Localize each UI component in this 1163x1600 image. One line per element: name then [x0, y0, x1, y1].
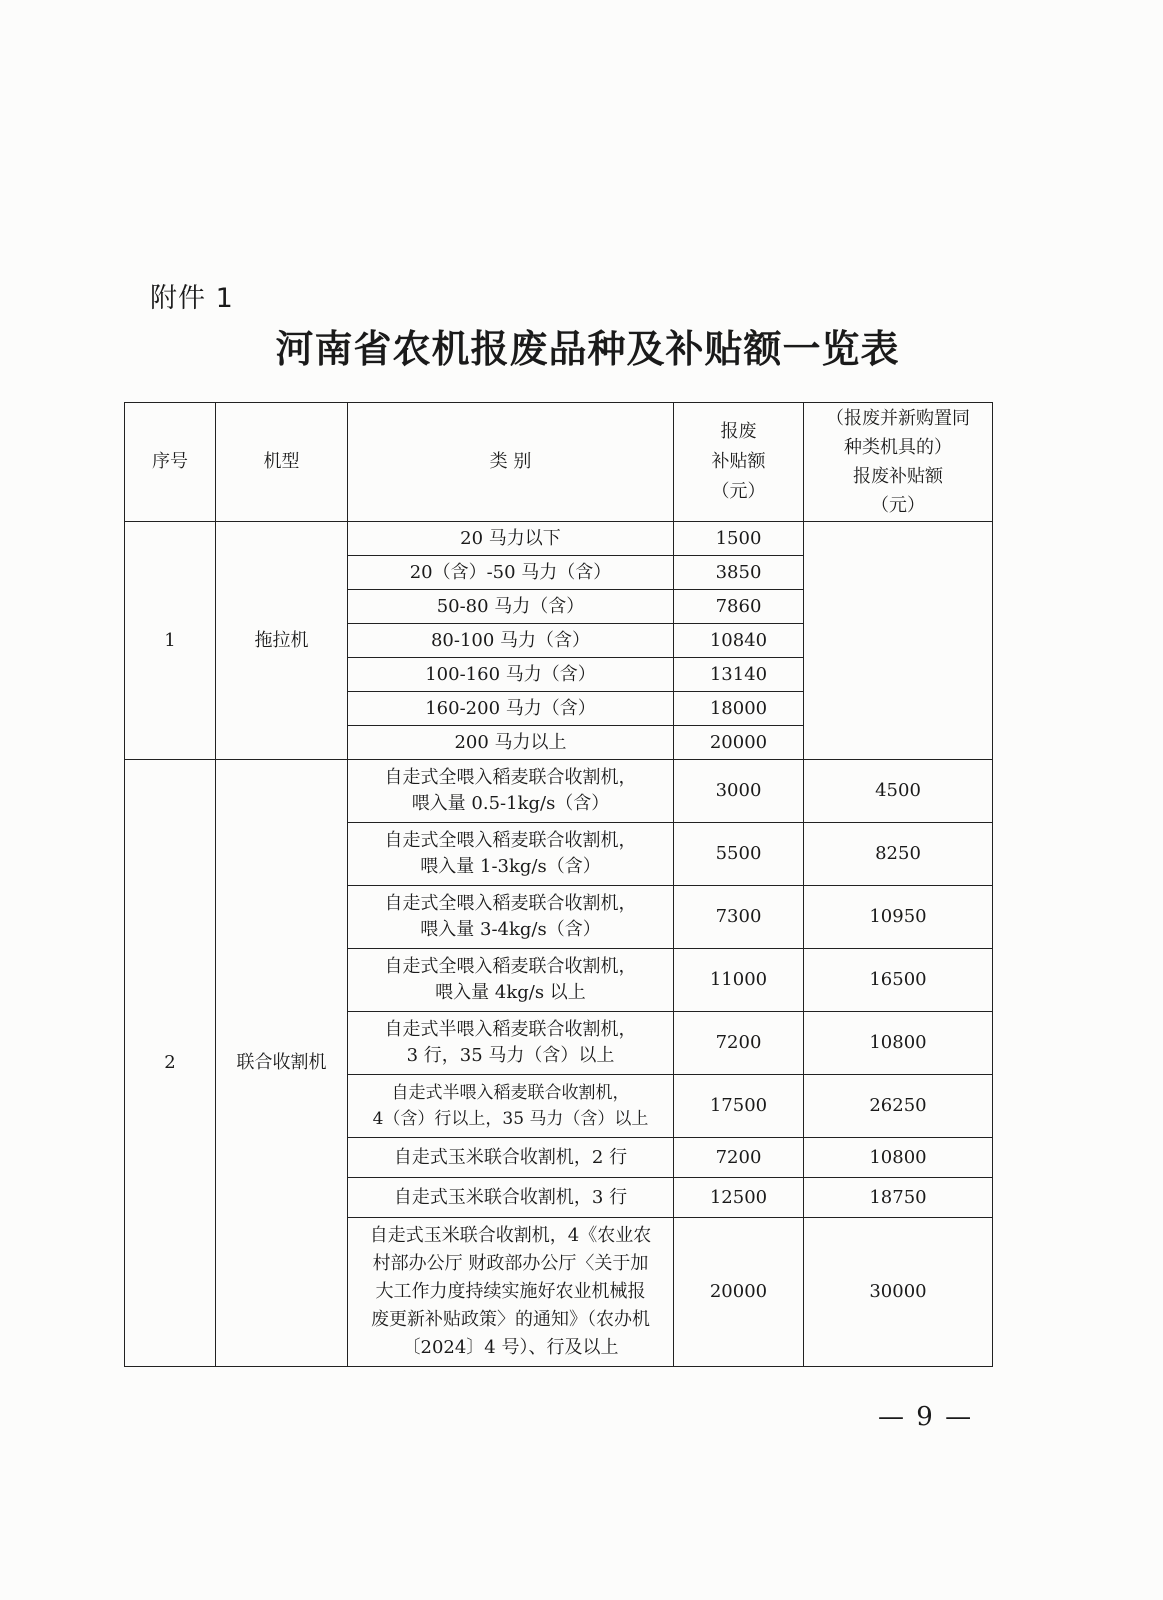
row-new-subsidy: 18750: [804, 1178, 993, 1218]
row-subsidy: 12500: [674, 1178, 804, 1218]
row-new-subsidy: 10800: [804, 1012, 993, 1075]
table-row: [125, 522, 993, 556]
row-category: 160-200 马力（含）: [348, 692, 674, 726]
attachment-label: 附件 1: [150, 283, 234, 314]
row-category: 自走式玉米联合收割机，4《农业农 村部办公厅 财政部办公厅〈关于加 大工作力度持续实施好农业机械报 废更新补贴政策〉的通知》（农办机 〔2024〕4 号）、行及以上: [348, 1218, 674, 1367]
row-new-subsidy: 30000: [804, 1218, 993, 1367]
row-new-subsidy: [804, 522, 993, 760]
header-category: 类 别: [348, 403, 674, 522]
subsidy-table: [124, 402, 993, 1367]
document-title: 河南省农机报废品种及补贴额一览表: [275, 327, 900, 371]
header-seq: 序号: [125, 403, 216, 522]
row-category: 200 马力以上: [348, 726, 674, 760]
page-number: — 9 —: [878, 1402, 974, 1432]
row-model: 联合收割机: [216, 760, 348, 1367]
row-model: 拖拉机: [216, 522, 348, 760]
row-category: 自走式半喂入稻麦联合收割机， 4（含）行以上，35 马力（含）以上: [348, 1075, 674, 1138]
row-new-subsidy: 4500: [804, 760, 993, 823]
row-category: 自走式全喂入稻麦联合收割机， 喂入量 4kg/s 以上: [348, 949, 674, 1012]
table-header-row: [125, 403, 993, 522]
row-category: 80-100 马力（含）: [348, 624, 674, 658]
row-subsidy: 5500: [674, 823, 804, 886]
row-subsidy: 1500: [674, 522, 804, 556]
row-category: 自走式玉米联合收割机，3 行: [348, 1178, 674, 1218]
row-subsidy: 13140: [674, 658, 804, 692]
row-category: 自走式全喂入稻麦联合收割机， 喂入量 3-4kg/s（含）: [348, 886, 674, 949]
row-category: 自走式全喂入稻麦联合收割机， 喂入量 1-3kg/s（含）: [348, 823, 674, 886]
row-subsidy: 3000: [674, 760, 804, 823]
row-category: 50-80 马力（含）: [348, 590, 674, 624]
row-category: 20 马力以下: [348, 522, 674, 556]
row-category: 自走式半喂入稻麦联合收割机， 3 行，35 马力（含）以上: [348, 1012, 674, 1075]
row-subsidy: 3850: [674, 556, 804, 590]
header-scrap-subsidy: 报废 补贴额 （元）: [674, 403, 804, 522]
row-subsidy: 20000: [674, 1218, 804, 1367]
row-subsidy: 10840: [674, 624, 804, 658]
row-category: 自走式全喂入稻麦联合收割机， 喂入量 0.5-1kg/s（含）: [348, 760, 674, 823]
row-subsidy: 11000: [674, 949, 804, 1012]
row-subsidy: 7860: [674, 590, 804, 624]
row-subsidy: 7200: [674, 1012, 804, 1075]
row-new-subsidy: 8250: [804, 823, 993, 886]
row-new-subsidy: 16500: [804, 949, 993, 1012]
row-subsidy: 20000: [674, 726, 804, 760]
row-seq: 2: [125, 760, 216, 1367]
row-new-subsidy: 10950: [804, 886, 993, 949]
row-seq: 1: [125, 522, 216, 760]
row-new-subsidy: 10800: [804, 1138, 993, 1178]
row-subsidy: 7200: [674, 1138, 804, 1178]
row-new-subsidy: 26250: [804, 1075, 993, 1138]
row-category: 20（含）-50 马力（含）: [348, 556, 674, 590]
row-category: 自走式玉米联合收割机，2 行: [348, 1138, 674, 1178]
header-new-purchase-subsidy: （报废并新购置同 种类机具的） 报废补贴额 （元）: [804, 403, 993, 522]
row-subsidy: 17500: [674, 1075, 804, 1138]
row-category: 100-160 马力（含）: [348, 658, 674, 692]
row-subsidy: 18000: [674, 692, 804, 726]
header-model: 机型: [216, 403, 348, 522]
row-subsidy: 7300: [674, 886, 804, 949]
table-row: [125, 760, 993, 823]
